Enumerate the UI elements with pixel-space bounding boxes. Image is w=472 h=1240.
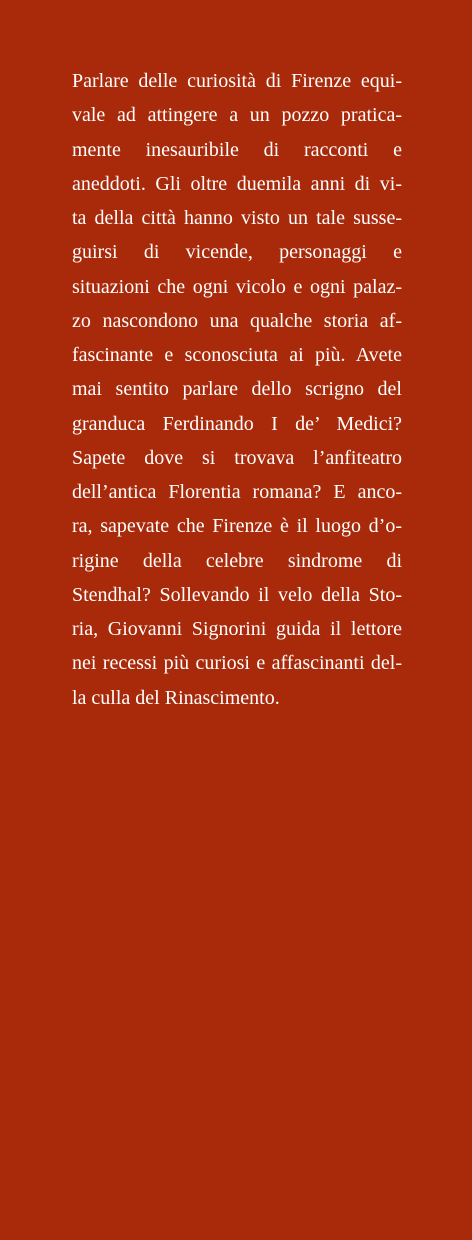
blurb-line: ra, sapevate che Firenze è il luogo d’o-: [72, 515, 402, 538]
blurb-line: fascinante e sconosciuta ai più. Avete: [72, 344, 402, 366]
blurb-line: ria, Giovanni Signorini guida il lettore: [72, 618, 402, 640]
blurb-line: Stendhal? Sollevando il velo della Sto-: [72, 583, 402, 606]
blurb-line: ta della città hanno visto un tale susse-: [72, 207, 402, 229]
blurb-line: rigine della celebre sindrome di: [72, 549, 402, 572]
blurb-line: vale ad attingere a un pozzo pratica-: [72, 104, 402, 127]
blurb-text: [72, 64, 402, 715]
blurb-line: nei recessi più curiosi e affascinanti del-: [72, 652, 402, 675]
blurb-line: aneddoti. Gli oltre duemila anni di vi-: [72, 172, 402, 195]
blurb-line: guirsi di vicende, personaggi e: [72, 241, 402, 264]
blurb-line: granduca Ferdinando I de’ Medici?: [72, 412, 402, 435]
blurb-line: situazioni che ogni vicolo e ogni palaz-: [72, 275, 402, 298]
blurb-line: Sapete dove si trovava l’anfiteatro: [72, 446, 402, 469]
blurb-line: mai sentito parlare dello scrigno del: [72, 378, 402, 401]
blurb-line: mente inesauribile di racconti e: [72, 138, 402, 161]
blurb-line: la culla del Rinascimento.: [72, 686, 280, 709]
blurb-line: dell’antica Florentia romana? E anco-: [72, 481, 402, 503]
blurb-line: Parlare delle curiosità di Firenze equi-: [72, 70, 402, 92]
blurb-line: zo nascondono una qualche storia af-: [72, 309, 402, 332]
